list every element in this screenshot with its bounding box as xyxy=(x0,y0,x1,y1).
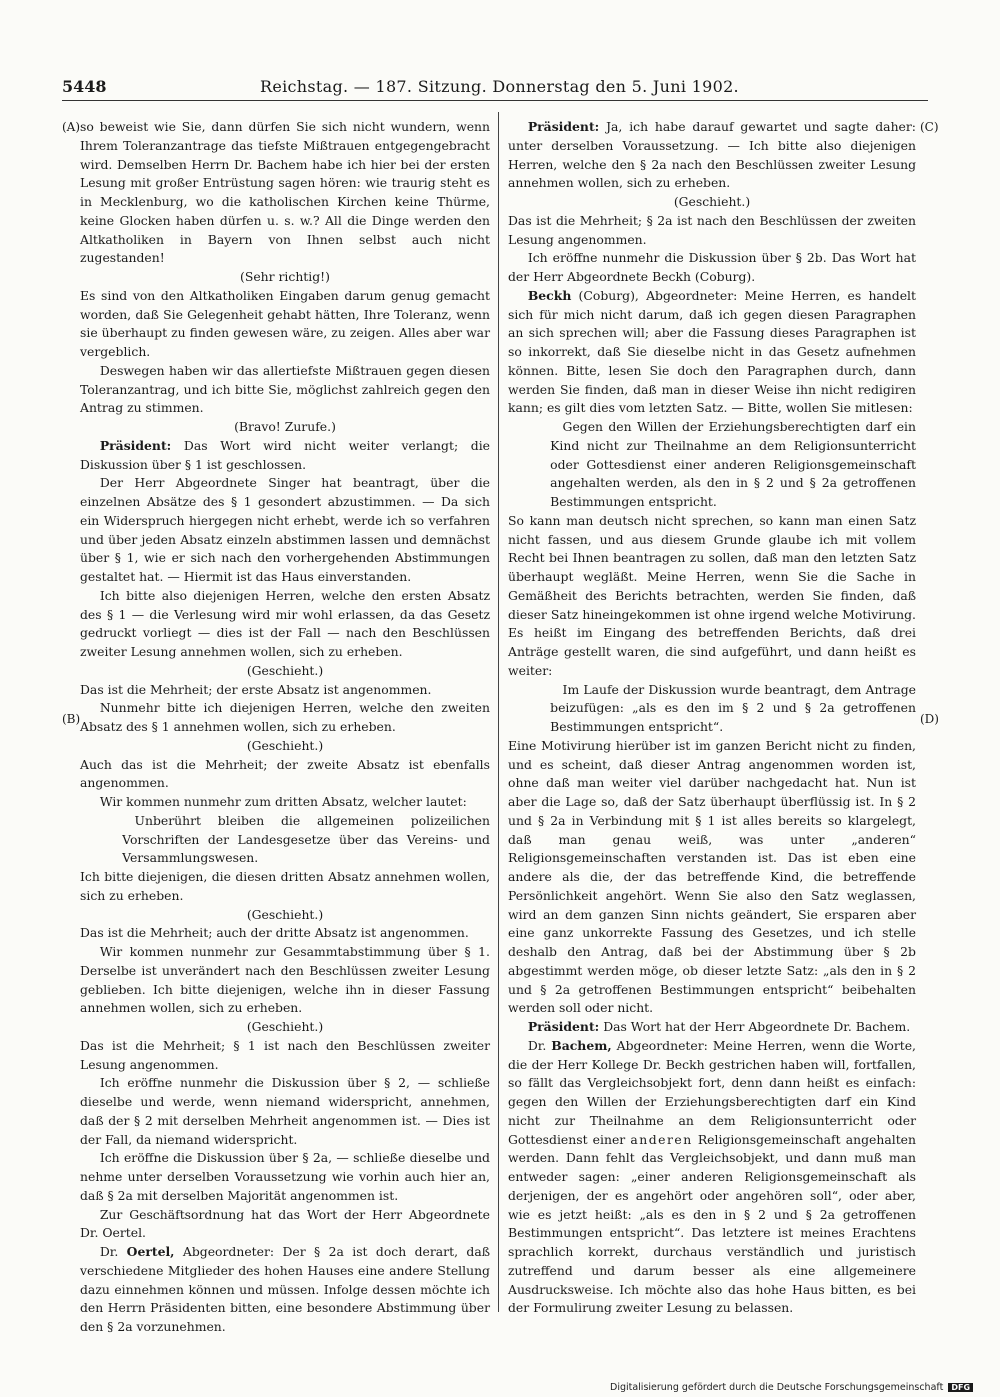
header-rule xyxy=(62,100,928,101)
speaker-name: Präsident: xyxy=(527,119,600,134)
paragraph: So kann man deutsch nicht sprechen, so kann man einen Satz nicht fassen, und aus diesem Grunde glaube ich mit vollem Recht bei Ihnen beantragen zu sollen, daß man den letzten Satz überhaupt wegläßt. Meine Herren, wenn Sie die Sache in Gemäßheit des Berichts betrachten, werden Sie finden, daß dieser Satz hineingekommen ist ohne irgend welche Motivirung. Es heißt im Eingang des betreffenden Berichts, daß drei Anträge gestellt waren, die sind aufgeführt, und dann heißt es weiter: xyxy=(508,512,916,678)
speech-text: Das Wort hat der Herr Abgeordnete Dr. Bachem. xyxy=(599,1019,911,1034)
speaker-name: Präsident: xyxy=(527,1019,600,1034)
paragraph: Das ist die Mehrheit; § 1 ist nach den Beschlüssen zweiter Lesung angenommen. xyxy=(80,1037,490,1072)
speaker-title: Dr. xyxy=(527,1037,552,1053)
margin-marker-d: (D) xyxy=(920,712,939,726)
column-divider xyxy=(498,112,499,1312)
speech-paragraph xyxy=(508,287,916,418)
interjection: (Sehr richtig!) xyxy=(240,269,330,284)
speech-paragraph xyxy=(508,1037,916,1318)
paragraph: Ich eröffne nunmehr die Diskussion über § 2b. Das Wort hat der Herr Abgeordnete Beckh (Coburg). xyxy=(508,250,916,284)
speech-text: Ja, ich habe darauf gewartet und sagte daher: unter derselben Voraussetzung. — Ich bitte also diejenigen Herren, welche den § 2a nach den Beschlüssen zweiter Lesung annehmen wollen, sich zu erheben. xyxy=(508,119,916,191)
right-column xyxy=(508,118,916,1318)
emphasized-word: anderen xyxy=(630,1131,693,1147)
interjection: (Geschieht.) xyxy=(673,194,751,209)
speech-text: (Coburg), Abgeordneter: Meine Herren, es handelt sich für mich nicht darum, daß ich gegen diesen Paragraphen an sich sprechen will; aber die Fassung dieses Paragraphen ist so inkorrekt, daß Sie dieselbe nicht in das Gesetz aufnehmen können. Bitte, lesen Sie doch den Paragraphen durch, dann werden Sie finden, daß man in dieser Weise ihn nicht redigiren kann; es gilt dies vom letzten Satz. — Bitte, wollen Sie mitlesen: xyxy=(508,287,916,416)
paragraph: Ich bitte diejenigen, die diesen dritten Absatz annehmen wollen, sich zu erheben. xyxy=(80,869,490,903)
paragraph: Der Herr Abgeordnete Singer hat beantragt, über die einzelnen Absätze des § 1 gesondert abzustimmen. — Da sich ein Widerspruch hiergegen nicht erhebt, werde ich so verfahren und über jeden Absatz einzeln abstimmen lassen und demnächst über § 1, wie er sich nach den vorhergehenden Abstimmungen gestaltet hat. — Hiermit ist das Haus einverstanden. xyxy=(80,475,490,584)
digitization-footer xyxy=(610,1382,973,1393)
quoted-text: Unberührt bleiben die allgemeinen polizeilichen Vorschriften der Landesgesetze über das Vereins- und Versammlungswesen. xyxy=(122,812,490,866)
paragraph: Das ist die Mehrheit; § 2a ist nach den Beschlüssen der zweiten Lesung angenommen. xyxy=(508,212,916,247)
paragraph: Das ist die Mehrheit; der erste Absatz ist angenommen. xyxy=(80,681,432,697)
speech-text: Abgeordneter: Meine Herren, wenn die Worte, die der Herr Kollege Dr. Beckh gestrichen haben will, fortfallen, so fällt das Vergleichsobjekt fort, denn dann heißt es einfach: gegen den Willen der Erziehungsberechtigten darf ein Kind nicht zur Theilnahme an dem Religionsunterricht oder Gottesdienst einer xyxy=(508,1037,916,1147)
dfg-logo: DFG xyxy=(948,1383,973,1392)
speaker-title: Dr. xyxy=(99,1244,127,1259)
interjection: (Geschieht.) xyxy=(246,662,324,678)
speech-paragraph xyxy=(80,1243,490,1337)
interjection: (Geschieht.) xyxy=(246,737,324,753)
paragraph: Wir kommen nunmehr zur Gesammtabstimmung über § 1. Derselbe ist unverändert nach den Beschlüssen zweiter Lesung geblieben. Ich bitte diejenigen, welche ihn in dieser Fassung annehmen wollen, sich zu erheben. xyxy=(80,944,490,1016)
speech-paragraph xyxy=(508,118,916,193)
speech-text: Abgeordneter: Der § 2a ist doch derart, daß verschiedene Mitglieder des hohen Hauses eine andere Stellung dazu einnehmen können und müssen. Infolge dessen möchte ich den Herrn Präsidenten bitten, eine besondere Abstimmung über den § 2a vorzunehmen. xyxy=(80,1244,490,1334)
paragraph: Zur Geschäftsordnung hat das Wort der Herr Abgeordnete Dr. Oertel. xyxy=(80,1206,490,1241)
margin-marker-c: (C) xyxy=(920,120,939,134)
left-column xyxy=(80,118,490,1337)
paragraph: Nunmehr bitte ich diejenigen Herren, welche den zweiten Absatz des § 1 annehmen wollen, sich zu erheben. xyxy=(80,700,490,734)
interjection: (Bravo! Zurufe.) xyxy=(234,419,336,434)
paragraph: Das ist die Mehrheit; auch der dritte Absatz ist angenommen. xyxy=(80,925,469,941)
page-number: 5448 xyxy=(62,77,107,96)
paragraph: Deswegen haben wir das allertiefste Mißtrauen gegen diesen Toleranzantrag, und ich bitte Sie, möglichst zahlreich gegen den Antrag zu stimmen. xyxy=(80,362,490,416)
margin-marker-a: (A) xyxy=(62,120,81,134)
paragraph: Ich eröffne die Diskussion über § 2a, — schließe dieselbe und nehme unter derselben Voraussetzung wie vorhin auch hier an, daß § 2a mit derselben Majorität angenommen ist. xyxy=(80,1150,490,1203)
interjection: (Geschieht.) xyxy=(246,906,324,922)
speech-paragraph xyxy=(80,437,490,475)
speaker-name: Oertel, xyxy=(126,1244,175,1259)
speaker-name: Präsident: xyxy=(99,437,172,453)
paragraph: Wir kommen nunmehr zum dritten Absatz, welcher lautet: xyxy=(99,794,467,809)
quoted-text: Im Laufe der Diskussion wurde beantragt, dem Antrage beizufügen: „als es den im § 2 und § 2a getroffenen Bestimmungen entspricht“. xyxy=(550,681,916,734)
speaker-name: Bachem, xyxy=(551,1037,612,1053)
page-header xyxy=(62,76,942,98)
speaker-name: Beckh xyxy=(527,287,572,303)
speech-text: Das Wort wird nicht weiter verlangt; die Diskussion über § 1 ist geschlossen. xyxy=(80,437,490,472)
running-title: Reichstag. — 187. Sitzung. Donnerstag den 5. Juni 1902. xyxy=(260,77,739,96)
margin-marker-b: (B) xyxy=(62,712,81,726)
paragraph: so beweist wie Sie, dann dürfen Sie sich nicht wundern, wenn Ihrem Toleranzantrage das tiefste Mißtrauen entgegengebracht wird. Demselben Herrn Dr. Bachem habe ich hier bei der ersten Lesung mit großer Entrüstung sagen hören: wie traurig steht es in Mecklenburg, wo die katholischen Kirchen keine Thürme, keine Glocken haben dürfen u. s. w.? All die Dinge werden den Altkatholiken in Bayern von Ihnen selbst auch nicht zugestanden! xyxy=(80,119,490,266)
paragraph: Eine Motivirung hierüber ist im ganzen Bericht nicht zu finden, und es scheint, daß dieser Antrag angenommen worden ist, ohne daß man weiter viel darüber nachgedacht hat. Nun ist aber die Lage so, daß der Satz überhaupt überflüssig ist. In § 2 und § 2a in Verbindung mit § 1 ist alles bereits so klargelegt, daß man genau weiß, was unter „anderen“ Religionsgemeinschaften verstanden ist. Das ist eben eine andere als die, der das betreffende Kind, die betreffende Persönlichkeit angehört. Wenn Sie also den Satz weglassen, wird an dem ganzen Sinn nichts geändert, Sie ersparen aber eine ganz unkorrekte Fassung des Gesetzes, und ich stelle deshalb den Antrag, daß bei der Abstimmung über § 2b abgestimmt werden möge, ob dieser letzte Satz: „als den in § 2 und § 2a getroffenen Bestimmungen entspricht“ beibehalten werden soll oder nicht. xyxy=(508,737,916,1016)
speech-text: Religionsgemeinschaft angehalten werden. Dann fehlt das Vergleichsobjekt, und dann muß man entweder sagen: „einer anderen Religionsgemeinschaft als derjenigen, der es angehört oder angehören soll“, oder aber, wie es jetzt heißt: „als es den in § 2 und § 2a getroffenen Bestimmungen entspricht“. Das letztere ist meines Erachtens sprachlich korrekt, durchaus verständlich und juristisch zutreffend und darum besser als eine allgemeinere Ausdrucksweise. Ich möchte also das hohe Haus bitten, es bei der Formulirung zweiter Lesung zu belassen. xyxy=(508,1131,916,1316)
paragraph: Auch das ist die Mehrheit; der zweite Absatz ist ebenfalls angenommen. xyxy=(80,756,490,791)
paragraph: Es sind von den Altkatholiken Eingaben darum genug gemacht worden, daß Sie Gelegenheit gehabt hätten, Ihre Toleranz, wenn sie überhaupt zu finden gewesen wäre, zu zeigen. Alles aber war vergeblich. xyxy=(80,287,490,359)
interjection: (Geschieht.) xyxy=(246,1019,324,1034)
paragraph: Ich eröffne nunmehr die Diskussion über § 2, — schließe dieselbe und werde, wenn niemand widerspricht, annehmen, daß der § 2 mit derselben Mehrheit angenommen ist. — Dies ist der Fall, da niemand widerspricht. xyxy=(80,1075,490,1147)
quoted-text: Gegen den Willen der Erziehungsberechtigten darf ein Kind nicht zur Theilnahme an dem Religionsunterricht oder Gottesdienst einer anderen Religionsgemeinschaft angehalten werden, als den in § 2 und § 2a getroffenen Bestimmungen entspricht. xyxy=(550,419,916,509)
paragraph: Ich bitte also diejenigen Herren, welche den ersten Absatz des § 1 — die Verlesung wird mir wohl erlassen, da das Gesetz gedruckt vorliegt — dies ist der Fall — nach den Beschlüssen zweiter Lesung annehmen wollen, sich zu erheben. xyxy=(80,587,490,659)
speech-paragraph xyxy=(508,1018,916,1037)
footer-text: Digitalisierung gefördert durch die Deutsche Forschungsgemeinschaft xyxy=(610,1382,944,1393)
